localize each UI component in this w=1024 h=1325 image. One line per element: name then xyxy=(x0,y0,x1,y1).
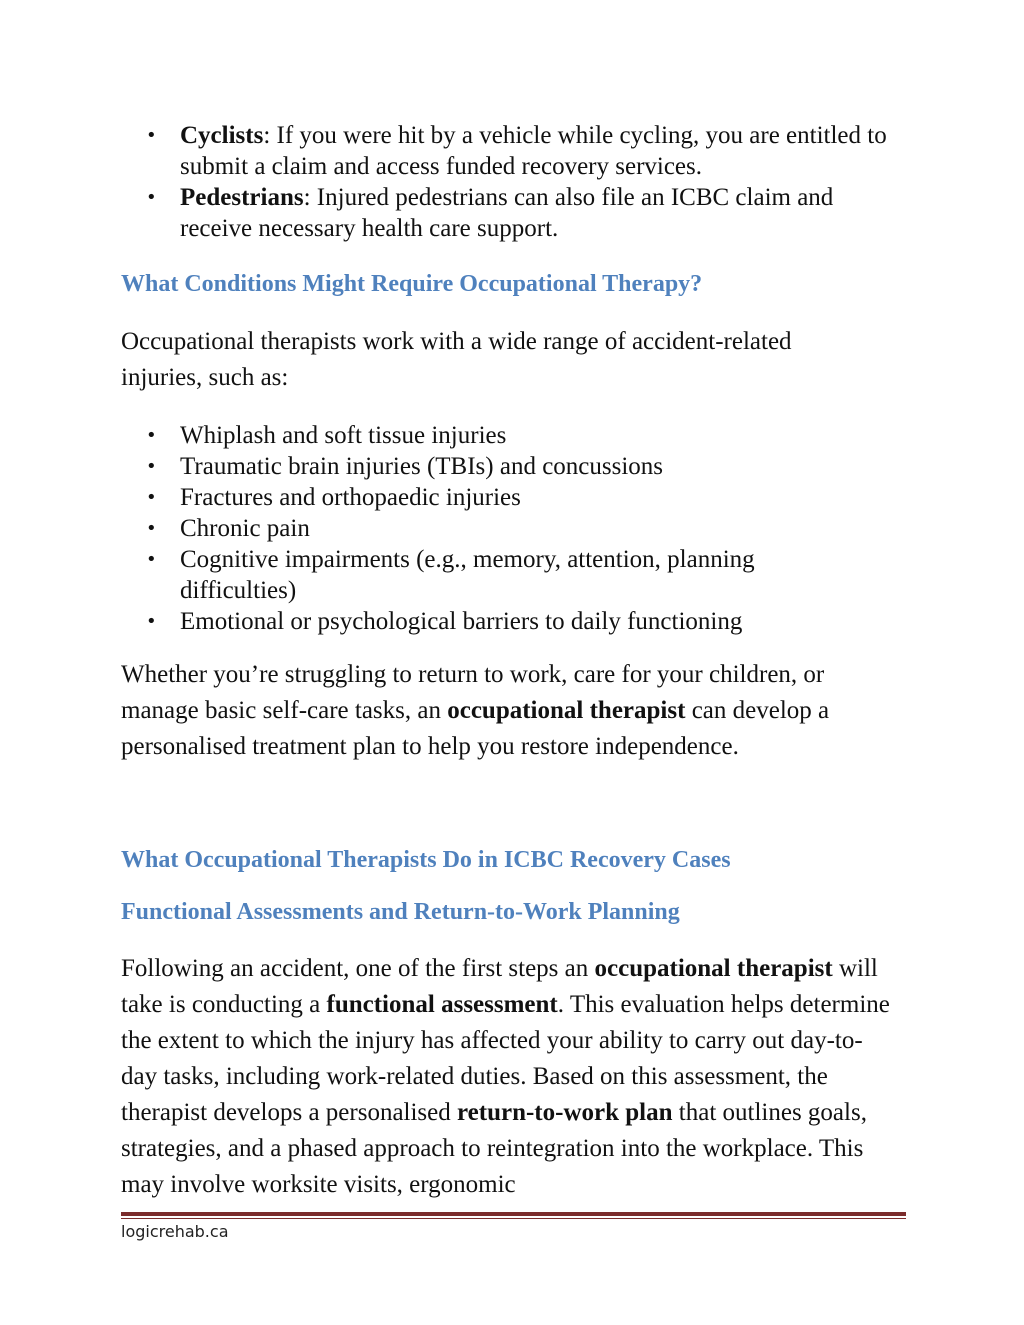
paragraph-bold: occupational therapist xyxy=(594,955,833,982)
subsection-heading-assessments: Functional Assessments and Return-to-Work Planning xyxy=(121,899,680,925)
list-item-term: Cyclists xyxy=(180,122,264,149)
closing-text: can develop a personalised treatment plan to help you restore independence. xyxy=(121,697,830,760)
list-item: • Cognitive impairments (e.g., memory, attention, planning difficulties) xyxy=(121,544,821,606)
list-item-term: Pedestrians xyxy=(180,184,304,211)
paragraph-text: Following an accident, one of the first steps an xyxy=(121,955,595,982)
list-item: • Traumatic brain injuries (TBIs) and concussions xyxy=(121,451,821,482)
paragraph-bold: return-to-work plan xyxy=(457,1099,673,1126)
conditions-list xyxy=(121,420,821,637)
assessment-paragraph xyxy=(121,951,896,1203)
list-item-text: : Injured pedestrians can also file an ICBC claim and receive necessary health care support. xyxy=(180,184,834,242)
paragraph-text: will take is conducting a xyxy=(121,955,878,1018)
list-item: • Emotional or psychological barriers to daily functioning xyxy=(121,606,821,637)
section-heading-conditions: What Conditions Might Require Occupational Therapy? xyxy=(121,271,703,297)
claimant-list xyxy=(121,120,911,244)
list-item xyxy=(121,120,911,182)
paragraph-text: . This evaluation helps determine the extent to which the injury has affected your ability to carry out day-to-day tasks, including work-related duties. Based on this assessment, the therapist develops a personalised xyxy=(121,991,890,1126)
conditions-intro: Occupational therapists work with a wide range of accident-related injuries, such as: xyxy=(121,328,792,391)
closing-bold: occupational therapist xyxy=(447,697,686,724)
footer-rule-thin xyxy=(121,1218,906,1219)
list-item xyxy=(121,182,911,244)
paragraph-text: that outlines goals, strategies, and a phased approach to reintegration into the workplace. This may involve worksite visits, ergonomic xyxy=(121,1099,867,1198)
closing-text: Whether you’re struggling to return to work, care for your children, or manage basic self-care tasks, an xyxy=(121,661,825,724)
list-item: • Fractures and orthopaedic injuries xyxy=(121,482,821,513)
footer-rule-thick xyxy=(121,1212,906,1216)
list-item-text: : If you were hit by a vehicle while cycling, you are entitled to submit a claim and access funded recovery services. xyxy=(180,122,887,180)
list-item: • Chronic pain xyxy=(121,513,821,544)
footer-site-url: logicrehab.ca xyxy=(121,1222,229,1241)
paragraph-bold: functional assessment xyxy=(326,991,558,1018)
section-heading-ot-role: What Occupational Therapists Do in ICBC Recovery Cases xyxy=(121,847,731,873)
conditions-closing xyxy=(121,657,891,765)
list-item: • Whiplash and soft tissue injuries xyxy=(121,420,821,451)
